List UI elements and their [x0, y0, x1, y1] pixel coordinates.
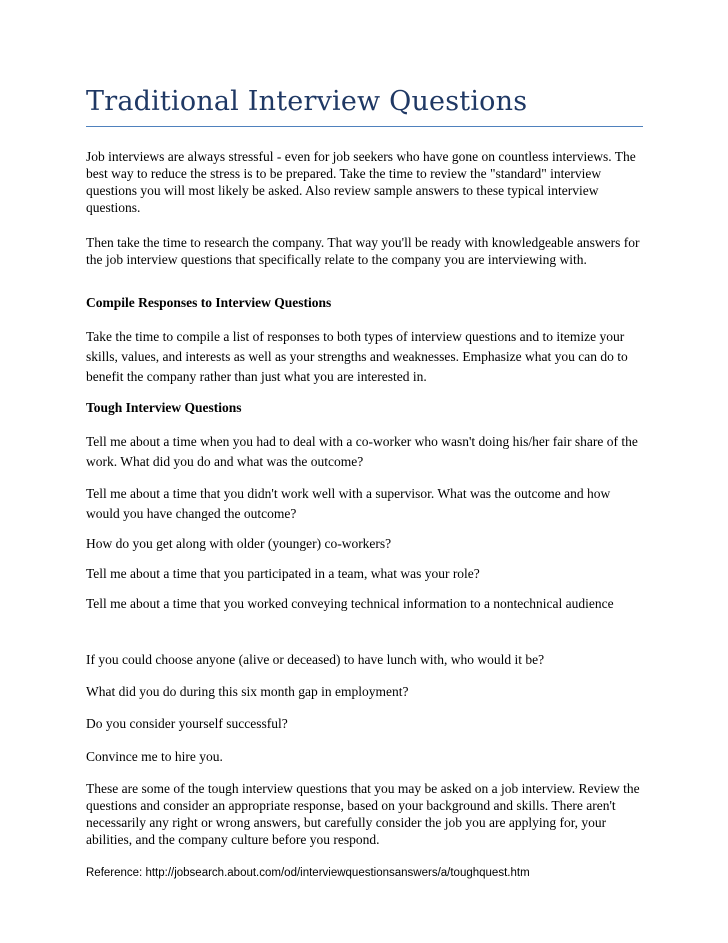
- question-item: Convince me to hire you.: [86, 749, 223, 764]
- compile-heading: Compile Responses to Interview Questions: [86, 295, 332, 310]
- tough-heading: Tough Interview Questions: [86, 400, 242, 415]
- closing-paragraph: These are some of the tough interview questions that you may be asked on a job interview. Review the questions and consider an appropriate response, based on your background and skills. There aren't necessarily any right or wrong answers, but carefully consider the job you are applying for, your abilities, and the company culture before you respond.: [86, 781, 640, 847]
- intro-paragraph: [86, 148, 646, 216]
- job-interviews-link[interactable]: Job interviews: [86, 149, 165, 164]
- question-item: Do you consider yourself successful?: [86, 716, 288, 731]
- question-item: Tell me about a time that you participated in a team, what was your role?: [86, 566, 480, 581]
- question-item: How do you get along with older (younger) co-workers?: [86, 536, 392, 551]
- reference-line: Reference: http://jobsearch.about.com/od/interviewquestionsanswers/a/toughquest.htm: [86, 867, 530, 879]
- title-rule: [86, 126, 643, 127]
- compile-paragraph: Take the time to compile a list of responses to both types of interview questions and to itemize your skills, values, and interests as well as your strengths and weaknesses. Emphasize what you can do to benefit the company rather than just what you are interested in.: [86, 329, 628, 384]
- question-item: What did you do during this six month gap in employment?: [86, 684, 409, 699]
- intro-text: are always stressful - even for job seekers who have gone on countless interviews. The best way to reduce the stress is to be prepared. Take the time to review the "standard" interview questions you will most likely be asked. Also review sample answers to these typical interview questions.: [86, 149, 636, 215]
- question-item: Tell me about a time that you worked conveying technical information to a nontechnical audience: [86, 596, 614, 611]
- research-paragraph: Then take the time to research the company. That way you'll be ready with knowledgeable answers for the job interview questions that specifically relate to the company you are interviewing with.: [86, 235, 640, 267]
- question-item: Tell me about a time that you didn't work well with a supervisor. What was the outcome and how would you have changed the outcome?: [86, 486, 611, 521]
- question-item: Tell me about a time when you had to deal with a co-worker who wasn't doing his/her fair share of the work. What did you do and what was the outcome?: [86, 434, 638, 469]
- question-item: If you could choose anyone (alive or deceased) to have lunch with, who would it be?: [86, 652, 545, 667]
- page-title: Traditional Interview Questions: [86, 86, 528, 117]
